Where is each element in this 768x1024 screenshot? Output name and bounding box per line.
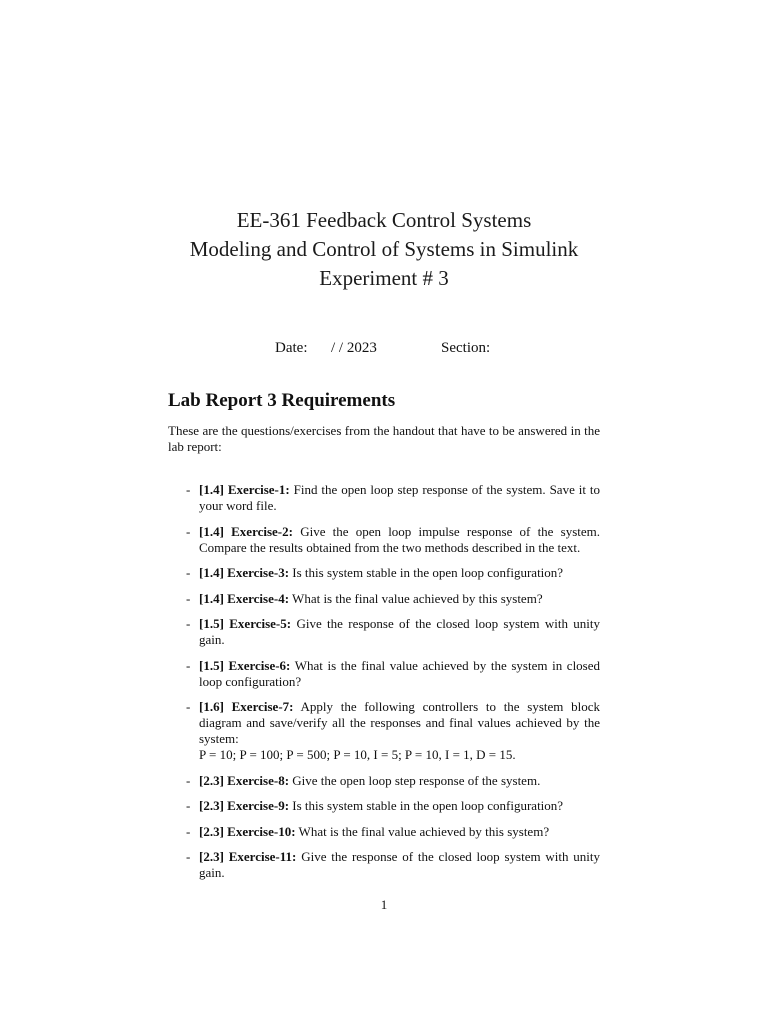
section-ref: [1.5]: [199, 657, 224, 673]
section-ref: [1.4]: [199, 482, 224, 497]
section-ref: [1.4]: [199, 523, 224, 539]
lab-title: Modeling and Control of Systems in Simulink: [189, 237, 579, 261]
exercise-text: Apply the following controllers to the system block diagram and save/verify all the responses and final values achieved by the system:: [199, 699, 600, 746]
exercise-item: [186, 798, 600, 814]
bullet-dash: -: [186, 565, 191, 580]
bullet-dash: -: [186, 699, 191, 714]
exercise-item: [186, 824, 600, 840]
section-ref: [2.3]: [199, 798, 224, 813]
date-label: Date:: [275, 340, 308, 356]
exercise-text: Give the open loop impulse response of the system. Compare the results obtained from the two methods described in the text.: [199, 523, 601, 555]
exercise-item: [186, 482, 600, 514]
page-number: 1: [380, 897, 388, 912]
exercise-text: What is the final value achieved by this system?: [298, 823, 550, 839]
exercise-text: Give the open loop step response of the system.: [292, 772, 541, 788]
exercise-label: Exercise-8:: [227, 772, 290, 788]
exercise-label: Exercise-9:: [227, 798, 290, 813]
title-block: [0, 206, 768, 293]
report-heading: Lab Report 3 Requirements: [168, 390, 396, 411]
course-title: EE-361 Feedback Control Systems: [236, 208, 532, 232]
section-ref: [1.4]: [199, 565, 224, 580]
section-ref: [1.6]: [199, 699, 224, 714]
intro-paragraph: These are the questions/exercises from the handout that have to be answered in the lab report:: [168, 423, 600, 454]
exercise-label: Exercise-11:: [228, 849, 297, 864]
exercise-item: [186, 699, 600, 763]
bullet-dash: -: [186, 482, 191, 497]
exercise-text: Is this system stable in the open loop configuration?: [292, 565, 564, 580]
bullet-dash: -: [186, 823, 191, 839]
exercise-label: Exercise-5:: [229, 616, 292, 631]
exercise-item: [186, 616, 600, 648]
bullet-dash: -: [186, 616, 191, 631]
controller-values: P = 10; P = 100; P = 500; P = 10, I = 5; P = 10, I = 1, D = 15.: [199, 747, 516, 762]
bullet-dash: -: [186, 657, 191, 673]
section-ref: [1.5]: [199, 616, 224, 631]
exercise-item: [186, 773, 600, 789]
exercise-text: Is this system stable in the open loop configuration?: [292, 798, 564, 813]
exercise-item: [186, 524, 600, 556]
section-ref: [2.3]: [199, 772, 224, 788]
exercise-label: Exercise-10:: [227, 823, 296, 839]
exercise-text: What is the final value achieved by this system?: [292, 590, 543, 606]
exercise-text: What is the final value achieved by the system in closed loop configuration?: [199, 657, 601, 689]
bullet-dash: -: [186, 849, 191, 864]
bullet-dash: -: [186, 590, 191, 606]
experiment-number: Experiment # 3: [319, 266, 449, 290]
exercise-label: Exercise-6:: [228, 657, 291, 673]
exercise-label: Exercise-3:: [227, 565, 290, 580]
exercise-item: [186, 565, 600, 581]
section-ref: [2.3]: [199, 849, 224, 864]
exercise-text: Give the response of the closed loop system with unity gain.: [199, 616, 600, 647]
exercise-label: Exercise-1:: [227, 482, 290, 497]
exercise-item: [186, 658, 600, 690]
exercise-list: [186, 482, 600, 891]
bullet-dash: -: [186, 772, 191, 788]
exercise-label: Exercise-7:: [231, 699, 294, 714]
section-ref: [2.3]: [199, 823, 224, 839]
section-ref: [1.4]: [199, 590, 224, 606]
exercise-item: [186, 591, 600, 607]
bullet-dash: -: [186, 523, 191, 539]
exercise-text: Find the open loop step response of the system. Save it to your word file.: [199, 482, 601, 513]
date-section-line: [275, 338, 490, 358]
exercise-label: Exercise-2:: [231, 523, 293, 539]
exercise-label: Exercise-4:: [227, 590, 290, 606]
section-label: Section:: [441, 340, 491, 356]
exercise-item: [186, 849, 600, 881]
date-value: / / 2023: [331, 340, 377, 356]
bullet-dash: -: [186, 798, 191, 813]
exercise-text: Give the response of the closed loop system with unity gain.: [199, 849, 601, 880]
